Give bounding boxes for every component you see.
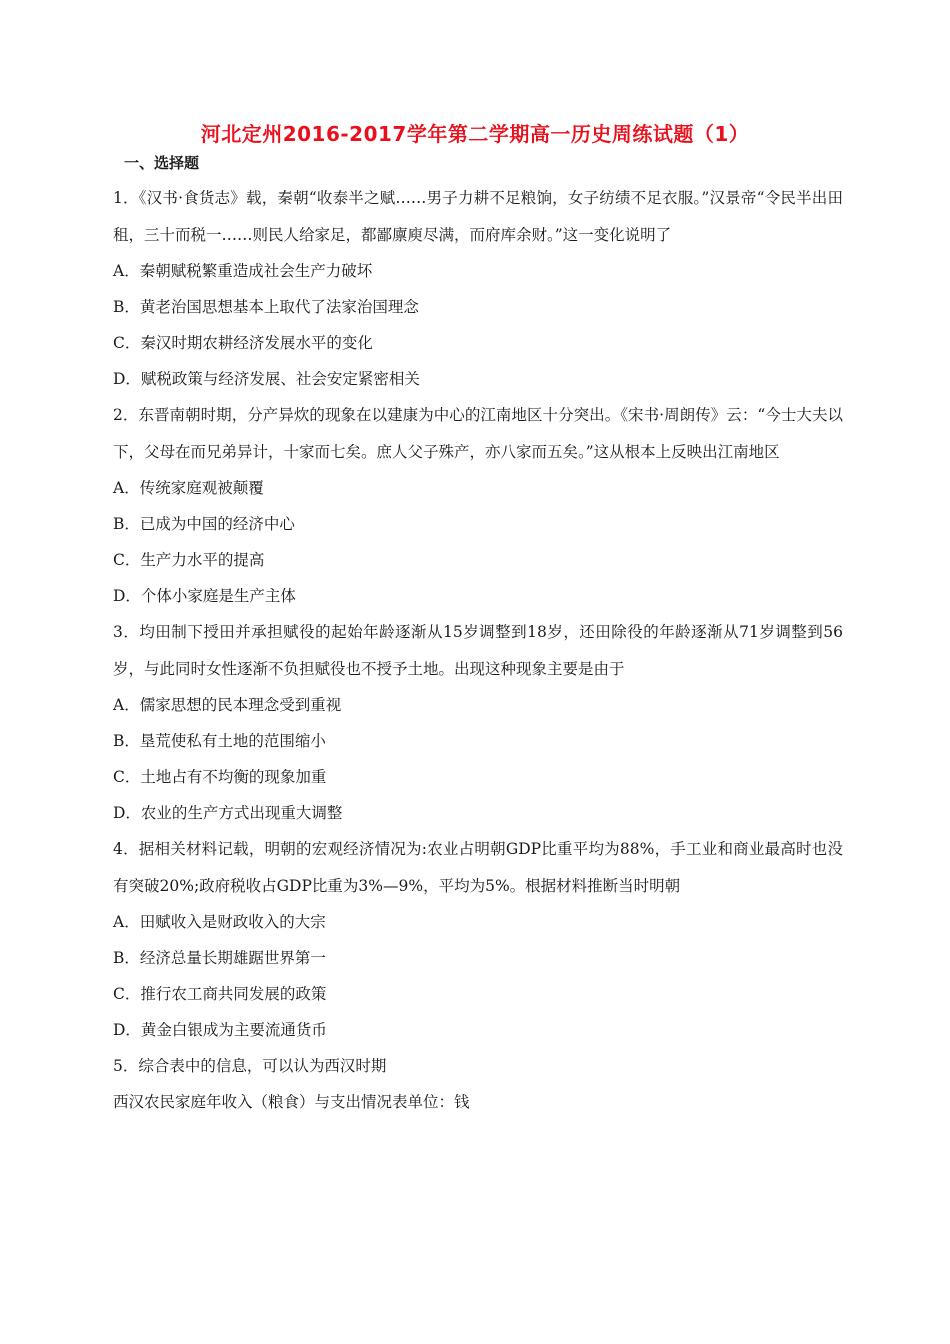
section-heading: 一、选择题 (124, 154, 200, 172)
option-a: A．儒家思想的民本理念受到重视 (113, 696, 342, 714)
question-list (113, 180, 843, 1120)
question-stem: 2．东晋南朝时期，分产异炊的现象在以建康为中心的江南地区十分突出。《宋书·周朗传》云：“今士大夫以下，父母在而兄弟异计，十家而七矣。庶人父子殊产，亦八家而五矣。”这从根本上反映出江南地区 (113, 406, 843, 461)
option-c: C．土地占有不均衡的现象加重 (113, 768, 327, 786)
option-d: D．农业的生产方式出现重大调整 (113, 804, 343, 822)
page-title: 河北定州2016-2017学年第二学期高一历史周练试题（1） (200, 122, 750, 146)
question-2 (113, 397, 843, 614)
question-stem: 4．据相关材料记载，明朝的宏观经济情况为:农业占明朝GDP比重平均为88%，手工业和商业最高时也没有突破20%;政府税收占GDP比重为3%—9%，平均为5%。根据材料推断当时明朝 (113, 840, 843, 895)
option-b: B．已成为中国的经济中心 (113, 515, 295, 533)
option-b: B．垦荒使私有土地的范围缩小 (113, 732, 326, 750)
option-c: C．生产力水平的提高 (113, 551, 265, 569)
question-4 (113, 831, 843, 1048)
option-c: C．推行农工商共同发展的政策 (113, 985, 327, 1003)
option-b: B．黄老治国思想基本上取代了法家治国理念 (113, 298, 419, 316)
option-c: C．秦汉时期农耕经济发展水平的变化 (113, 334, 373, 352)
option-a: A．传统家庭观被颠覆 (113, 479, 264, 497)
option-d: D．个体小家庭是生产主体 (113, 587, 296, 605)
question-stem: 5．综合表中的信息，可以认为西汉时期 (113, 1057, 387, 1075)
question-stem: 3．均田制下授田并承担赋役的起始年龄逐渐从15岁调整到18岁，还田除役的年龄逐渐从71岁调整到56岁，与此同时女性逐渐不负担赋役也不授予土地。出现这种现象主要是由于 (113, 623, 843, 678)
question-3 (113, 614, 843, 831)
question-5 (113, 1048, 843, 1120)
option-b: B．经济总量长期雄踞世界第一 (113, 949, 326, 967)
table-caption: 西汉农民家庭年收入（粮食）与支出情况表单位：钱 (113, 1093, 470, 1111)
option-a: A．秦朝赋税繁重造成社会生产力破坏 (113, 262, 373, 280)
question-1 (113, 180, 843, 397)
question-stem: 1．《汉书·食货志》载，秦朝“收泰半之赋……男子力耕不足粮饷，女子纺绩不足衣服。”汉景帝“令民半出田租，三十而税一……则民人给家足，都鄙廪庾尽满，而府库余财。”这一变化说明了 (113, 189, 843, 244)
option-a: A．田赋收入是财政收入的大宗 (113, 913, 326, 931)
option-d: D．赋税政策与经济发展、社会安定紧密相关 (113, 370, 420, 388)
option-d: D．黄金白银成为主要流通货币 (113, 1021, 327, 1039)
